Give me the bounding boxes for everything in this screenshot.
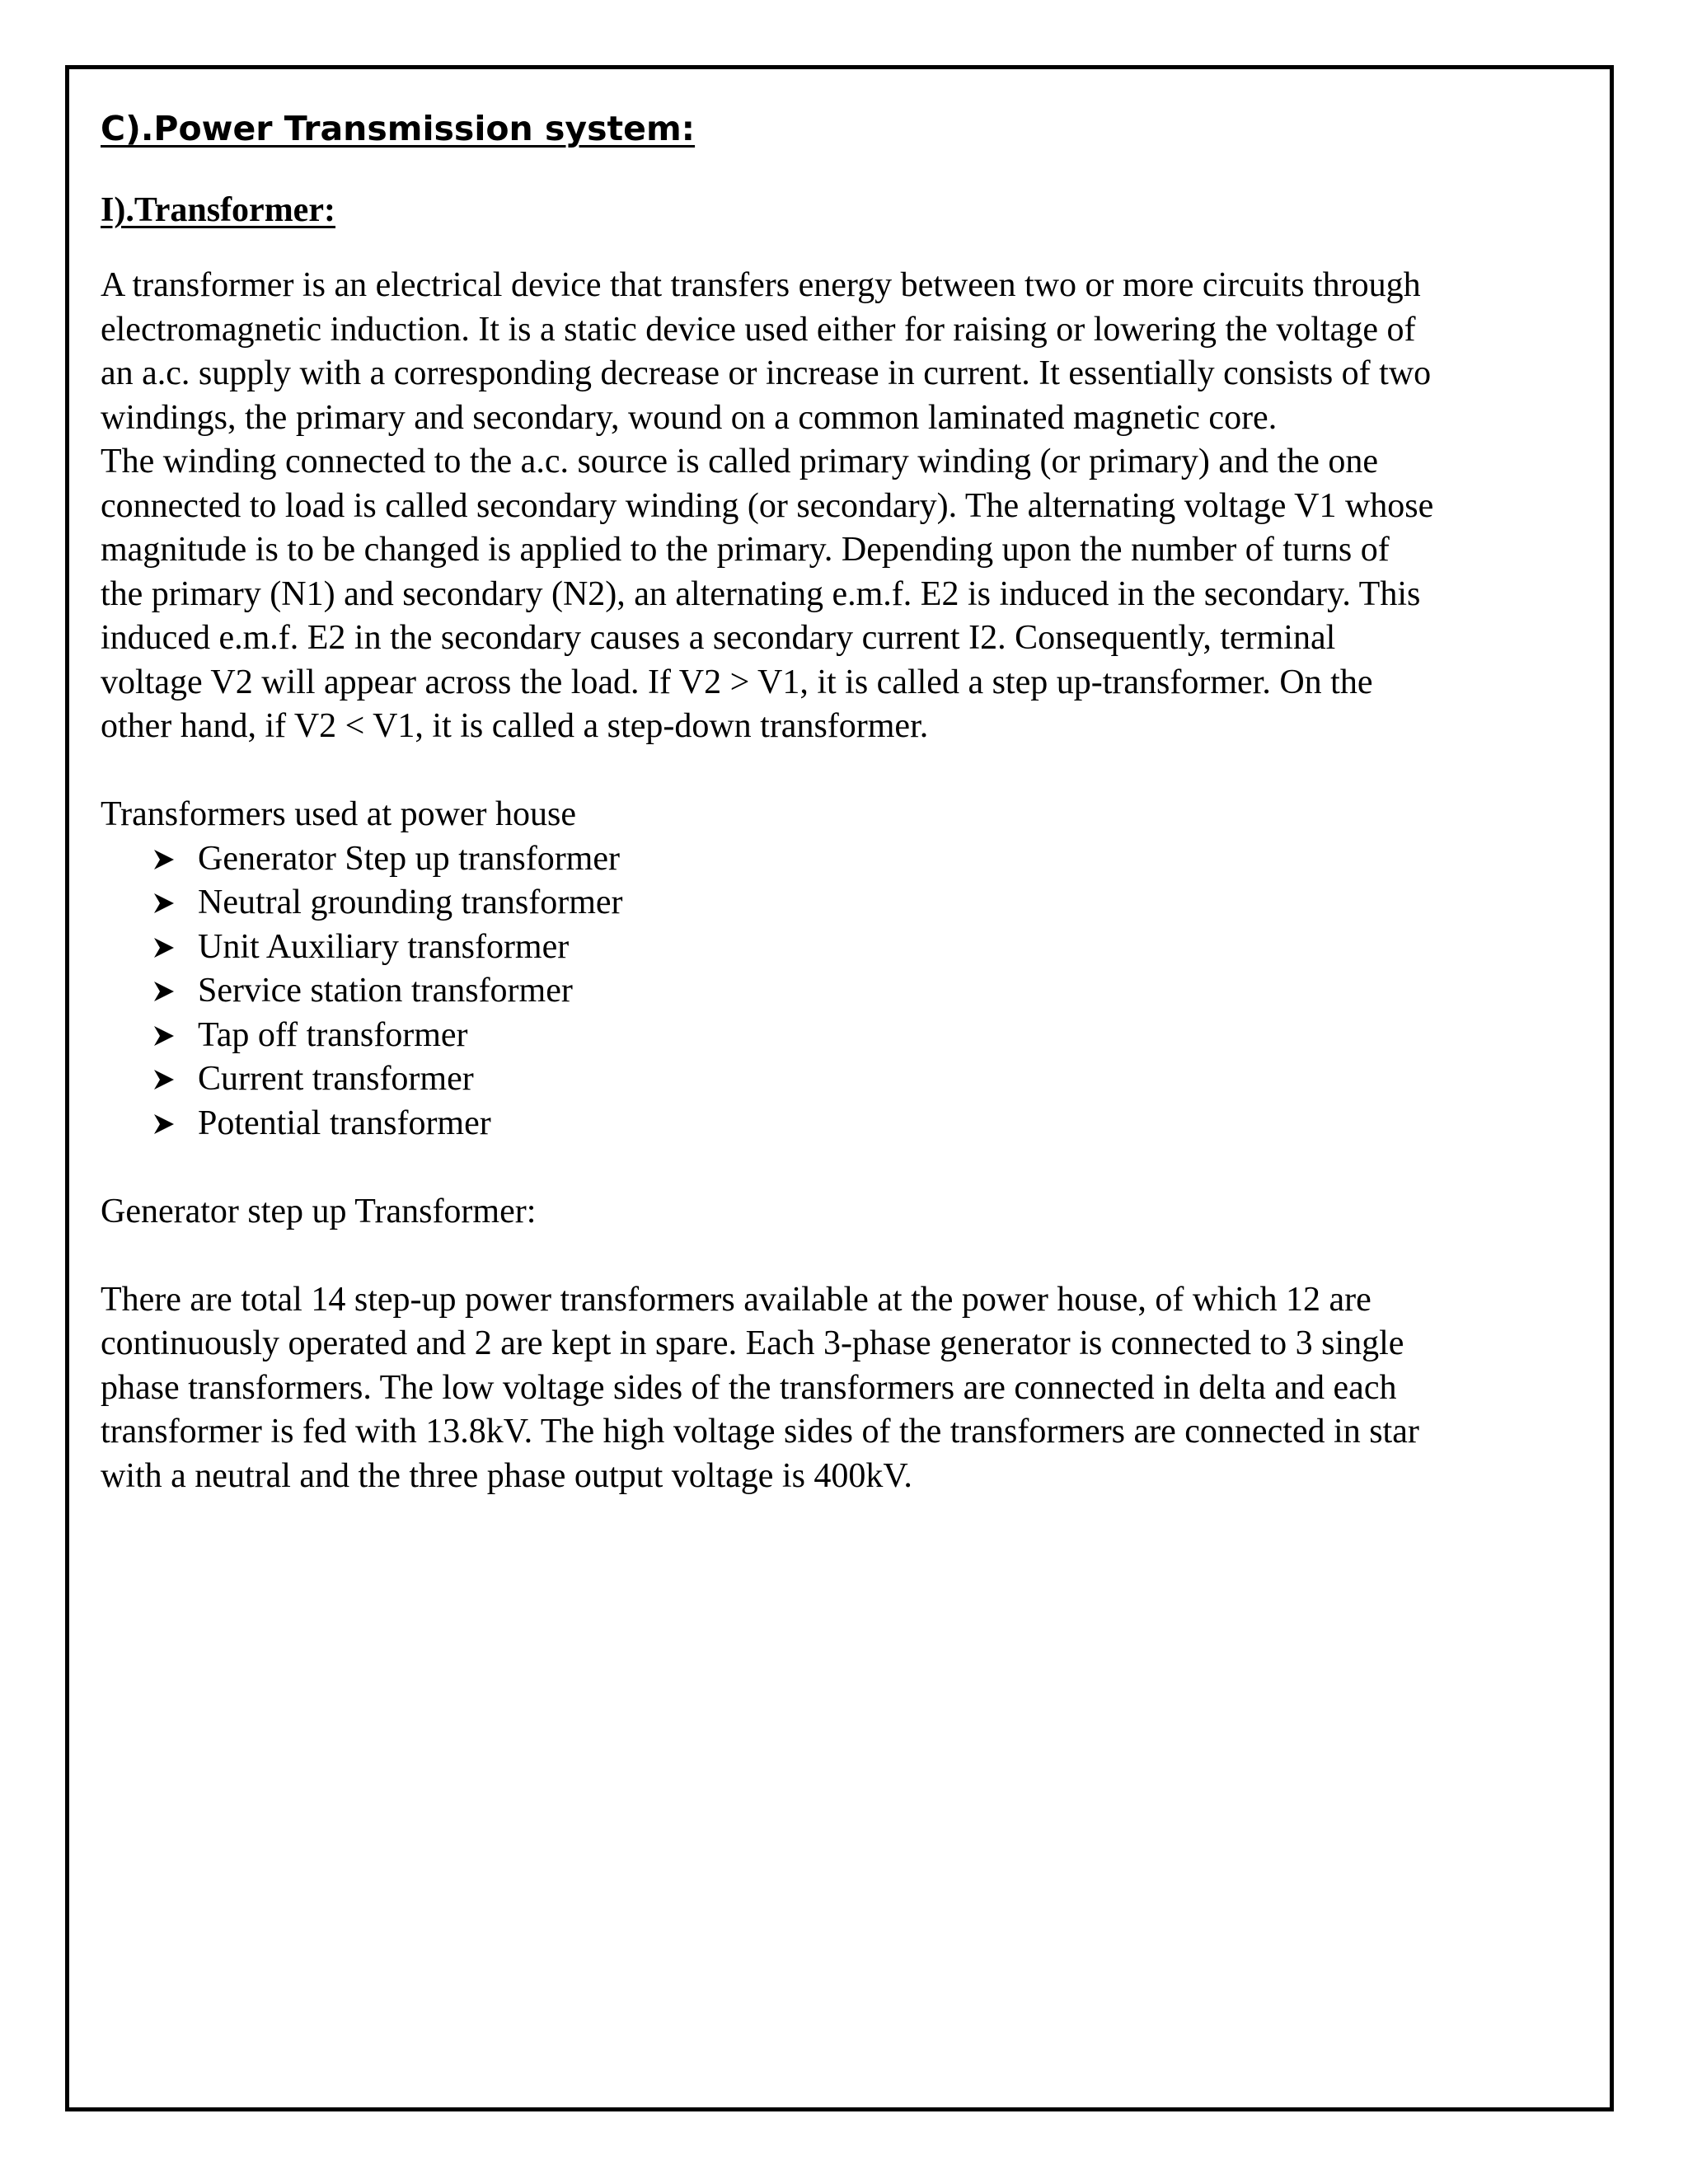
arrowhead-bullet-icon bbox=[152, 1102, 185, 1146]
text-line: magnitude is to be changed is applied to the primary. Depending upon the number of turns of bbox=[101, 531, 1390, 569]
arrowhead-bullet-icon bbox=[152, 926, 185, 970]
text-line: windings, the primary and secondary, wound on a common laminated magnetic core. bbox=[101, 398, 1278, 437]
list-item: Neutral grounding transformer bbox=[152, 881, 1601, 926]
arrowhead-bullet-icon bbox=[152, 1014, 185, 1058]
text-line: continuously operated and 2 are kept in spare. Each 3-phase generator is connected to 3 single bbox=[101, 1324, 1404, 1362]
gsu-paragraph bbox=[101, 1278, 1601, 1499]
text-line: There are total 14 step-up power transformers available at the power house, of which 12 are bbox=[101, 1280, 1372, 1319]
arrowhead-bullet-icon bbox=[152, 837, 185, 882]
spacer bbox=[101, 1234, 1601, 1278]
gsu-heading: Generator step up Transformer: bbox=[101, 1192, 537, 1230]
list-item: Generator Step up transformer bbox=[152, 837, 1601, 882]
subsection-heading: I).Transformer: bbox=[101, 191, 335, 229]
text-line: other hand, if V2 < V1, it is called a step-down transformer. bbox=[101, 707, 929, 745]
text-line: the primary (N1) and secondary (N2), an alternating e.m.f. E2 is induced in the secondary. This bbox=[101, 574, 1421, 613]
spacer bbox=[101, 749, 1601, 794]
arrowhead-bullet-icon bbox=[152, 969, 185, 1014]
text-line: voltage V2 will appear across the load. If V2 > V1, it is called a step up-transformer. On the bbox=[101, 663, 1373, 701]
spacer bbox=[101, 1146, 1601, 1190]
text-line: phase transformers. The low voltage sides of the transformers are connected in delta and each bbox=[101, 1368, 1397, 1407]
arrowhead-bullet-icon bbox=[152, 1057, 185, 1102]
list-item: Potential transformer bbox=[152, 1102, 1601, 1146]
text-line: with a neutral and the three phase output voltage is 400kV. bbox=[101, 1456, 912, 1495]
intro-paragraph bbox=[101, 264, 1601, 749]
text-line: induced e.m.f. E2 in the secondary causes a secondary current I2. Consequently, terminal bbox=[101, 619, 1336, 657]
section-heading: C).Power Transmission system: bbox=[101, 109, 696, 148]
list-item: Unit Auxiliary transformer bbox=[152, 926, 1601, 970]
text-line: The winding connected to the a.c. source is called primary winding (or primary) and the one bbox=[101, 443, 1378, 480]
text-line: an a.c. supply with a corresponding decrease or increase in current. It essentially consists of two bbox=[101, 354, 1432, 392]
list-item: Current transformer bbox=[152, 1057, 1601, 1102]
text-line: transformer is fed with 13.8kV. The high voltage sides of the transformers are connected in star bbox=[101, 1413, 1419, 1451]
transformer-types-list bbox=[101, 837, 1601, 1146]
text-line: connected to load is called secondary winding (or secondary). The alternating voltage V1 whose bbox=[101, 486, 1434, 525]
document-body bbox=[101, 103, 1601, 1498]
text-line: A transformer is an electrical device that transfers energy between two or more circuits through bbox=[101, 266, 1421, 304]
list-item: Service station transformer bbox=[152, 969, 1601, 1014]
list-item: Tap off transformer bbox=[152, 1014, 1601, 1058]
arrowhead-bullet-icon bbox=[152, 881, 185, 926]
list-heading: Transformers used at power house bbox=[101, 795, 577, 833]
text-line: electromagnetic induction. It is a static device used either for raising or lowering the voltage of bbox=[101, 310, 1416, 349]
